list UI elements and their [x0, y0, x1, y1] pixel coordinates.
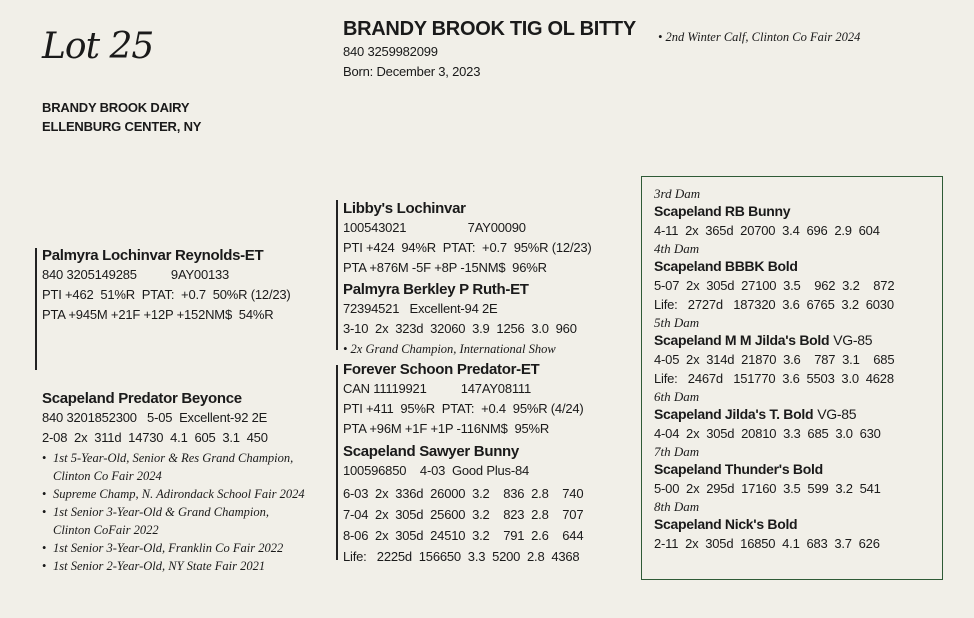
sire-dam-achievement-text: 2x Grand Champion, International Show: [350, 342, 556, 356]
dam-sire-pti: PTI +411 95%R PTAT: +0.4 95%R (4/24): [343, 401, 584, 416]
dam-classification: VG-85: [833, 332, 873, 348]
achievement-line: • 1st 5-Year-Old, Senior & Res Grand Champion,: [53, 451, 294, 465]
dam-record: 5-07 2x 305d 27100 3.5 962 3.2 872: [654, 278, 895, 293]
sire-line: [35, 248, 37, 370]
dam-record: Life: 2467d 151770 3.6 5503 3.0 4628: [654, 371, 894, 386]
dam-entry-name-text: Scapeland RB Bunny: [654, 203, 791, 219]
dam-entry-name-text: Scapeland Nick's Bold: [654, 516, 798, 532]
dam-generation-label: 4th Dam: [654, 241, 700, 256]
dam-entry: [654, 185, 894, 240]
dam-entry-name: [654, 331, 894, 350]
lot-number: Lot 25: [42, 26, 154, 67]
dam-entry-name-text: Scapeland Thunder's Bold: [654, 461, 823, 477]
animal-name: BRANDY BROOK TIG OL BITTY: [343, 18, 636, 40]
dam-entry: [654, 314, 894, 388]
dam-entry-name: [654, 405, 894, 424]
dam-achievement: [42, 449, 305, 485]
achievement-line: • Supreme Champ, N. Adirondack School Fair 2024: [53, 487, 305, 501]
sire-dam-achievement: • 2x Grand Champion, International Show: [343, 342, 556, 356]
dam-dam-id: 100596850 4-03 Good Plus-84: [343, 463, 530, 478]
dam-achievement: [42, 539, 305, 557]
achievement-line: • 1st Senior 3-Year-Old, Franklin Co Fair 2022: [53, 541, 284, 555]
dam-dam-record: 8-06 2x 305d 24510 3.2 791 2.6 644: [343, 528, 584, 543]
sire-sire-id: 100543021 7AY00090: [343, 220, 526, 235]
dam-dam-record: 6-03 2x 336d 26000 3.2 836 2.8 740: [343, 486, 584, 501]
animal-id: 840 3259982099: [343, 44, 438, 59]
dam-sire-pta: PTA +96M +1F +1P -116NM$ 95%R: [343, 421, 550, 436]
dam-achievements: [42, 449, 305, 575]
dam-dam-record: 7-04 2x 305d 25600 3.2 823 2.8 707: [343, 507, 584, 522]
dams-box: [641, 176, 943, 580]
dam-record: Life: 2727d 187320 3.6 6765 3.2 6030: [654, 297, 894, 312]
dam-entry: [654, 240, 894, 314]
dam-achievement: [42, 485, 305, 503]
consignor: [42, 98, 201, 136]
achievement-line: • 1st Senior 2-Year-Old, NY State Fair 2021: [53, 559, 266, 573]
dam-generation-label: 3rd Dam: [654, 186, 701, 201]
dam-achievement: [42, 557, 305, 575]
dam-entry-name: [654, 460, 894, 479]
sire-dam-id: 72394521 Excellent-94 2E: [343, 301, 498, 316]
dam-entry: [654, 388, 894, 443]
dam-record: 4-04 2x 305d 20810 3.3 685 3.0 630: [654, 426, 881, 441]
dam-dam-name: Scapeland Sawyer Bunny: [343, 443, 519, 460]
dam-entry-name-text: Scapeland Jilda's T. Bold: [654, 406, 814, 422]
dam-record: 2-11 2x 305d 16850 4.1 683 3.7 626: [654, 536, 880, 551]
dam-dam-life: Life: 2225d 156650 3.3 5200 2.8 4368: [343, 549, 580, 564]
dam-entry: [654, 498, 894, 553]
dam-name: Scapeland Predator Beyonce: [42, 390, 242, 407]
dam-entry-name: [654, 202, 894, 221]
dam-side-line: [336, 365, 338, 560]
dam-block: [42, 389, 305, 575]
dam-generation-label: 8th Dam: [654, 499, 700, 514]
animal-achievement: • 2nd Winter Calf, Clinton Co Fair 2024: [658, 30, 861, 44]
dam-generation-label: 7th Dam: [654, 444, 700, 459]
dam-sire-block: [343, 360, 584, 438]
dam-classification: VG-85: [817, 406, 857, 422]
sire-sire-block: [343, 199, 592, 277]
dam-sire-id: CAN 11119921 147AY08111: [343, 381, 532, 396]
sire-sire-pti: PTI +424 94%R PTAT: +0.7 95%R (12/23): [343, 240, 592, 255]
sire-dam-record: 3-10 2x 323d 32060 3.9 1256 3.0 960: [343, 321, 577, 336]
dam-record: 4-11 2x 365d 20700 3.4 696 2.9 604: [654, 223, 880, 238]
sire-block: [42, 246, 291, 324]
dam-generation-label: 6th Dam: [654, 389, 700, 404]
dam-entry-name: [654, 515, 894, 534]
consignor-farm: BRANDY BROOK DAIRY: [42, 100, 190, 115]
sire-pta: PTA +945M +21F +12P +152NM$ 54%R: [42, 307, 274, 322]
dam-id: 840 3201852300 5-05 Excellent-92 2E: [42, 410, 268, 425]
dam-generation-label: 5th Dam: [654, 315, 700, 330]
dam-record: 5-00 2x 295d 17160 3.5 599 3.2 541: [654, 481, 881, 496]
animal-header: [343, 18, 636, 81]
achievement-line: Clinton CoFair 2022: [53, 523, 159, 537]
sire-sire-name: Libby's Lochinvar: [343, 200, 466, 217]
dams-list: [654, 185, 894, 553]
achievement-line: Clinton Co Fair 2024: [53, 469, 162, 483]
sire-id: 840 3205149285 9AY00133: [42, 267, 230, 282]
dam-record: 2-08 2x 311d 14730 4.1 605 3.1 450: [42, 430, 268, 445]
dam-entry: [654, 443, 894, 498]
dam-dam-block: [343, 442, 583, 566]
consignor-location: ELLENBURG CENTER, NY: [42, 119, 202, 134]
animal-achievement-text: 2nd Winter Calf, Clinton Co Fair 2024: [665, 30, 861, 44]
dam-entry-name: [654, 257, 894, 276]
sire-sire-pta: PTA +876M -5F +8P -15NM$ 96%R: [343, 260, 547, 275]
sire-name: Palmyra Lochinvar Reynolds-ET: [42, 247, 264, 264]
dam-entry-name-text: Scapeland M M Jilda's Bold: [654, 332, 830, 348]
dam-achievement: [42, 503, 305, 539]
sire-pti: PTI +462 51%R PTAT: +0.7 50%R (12/23): [42, 287, 291, 302]
dam-sire-name: Forever Schoon Predator-ET: [343, 361, 540, 378]
sire-side-line: [336, 200, 338, 350]
sire-dam-block: [343, 280, 577, 358]
sire-dam-name: Palmyra Berkley P Ruth-ET: [343, 281, 529, 298]
achievement-line: • 1st Senior 3-Year-Old & Grand Champion,: [53, 505, 269, 519]
dam-entry-name-text: Scapeland BBBK Bold: [654, 258, 798, 274]
dam-record: 4-05 2x 314d 21870 3.6 787 3.1 685: [654, 352, 895, 367]
animal-born: Born: December 3, 2023: [343, 64, 481, 79]
